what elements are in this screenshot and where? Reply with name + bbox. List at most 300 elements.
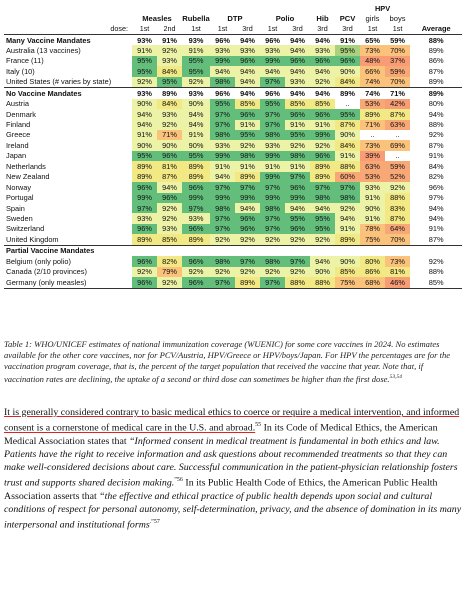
coverage-cell: 89% (235, 277, 260, 288)
coverage-cell: 98% (235, 151, 260, 161)
coverage-cell: 96% (182, 256, 210, 266)
average-cell: 89% (428, 77, 444, 87)
coverage-cell: 95% (335, 45, 360, 55)
coverage-cell: 92% (335, 203, 360, 213)
coverage-cell: 94% (310, 256, 335, 266)
footnote-55[interactable]: 55 (255, 422, 262, 429)
coverage-cell: 85% (335, 267, 360, 277)
coverage-cell: 85% (157, 234, 182, 245)
coverage-cell: 74% (360, 77, 385, 88)
coverage-cell: 93% (157, 109, 182, 119)
coverage-cell: 91% (210, 161, 235, 171)
coverage-cell: 98% (210, 203, 235, 213)
coverage-cell: 90% (335, 130, 360, 140)
apha-quote: “the effective and ethical practice of public health depends upon social and cultural conditions of respect for personal autonomy, self-determination, privacy, and the absence of domination in its many interpersonal and institutional forms (4, 490, 462, 531)
coverage-cell: 94% (335, 213, 360, 223)
coverage-cell: 96% (182, 224, 210, 234)
coverage-cell: 66% (360, 66, 385, 76)
coverage-cell: 96% (132, 182, 157, 192)
country-name: France (11) (6, 56, 44, 66)
coverage-cell (260, 245, 285, 256)
average-cell: 88% (428, 267, 444, 277)
coverage-cell: 90% (335, 66, 360, 76)
coverage-cell: 93% (310, 45, 335, 55)
coverage-cell: 93% (157, 56, 182, 66)
coverage-cell: 96% (310, 109, 335, 119)
table-row (4, 151, 462, 161)
dose-header: 3rd (235, 24, 260, 35)
table-row (4, 77, 462, 88)
average-cell: 91% (428, 151, 444, 161)
country-name: Japan (6, 151, 27, 161)
coverage-cell: 90% (310, 267, 335, 277)
dose-label: dose: (4, 24, 132, 35)
coverage-cell: 92% (310, 234, 335, 245)
coverage-cell: 97% (210, 213, 235, 223)
coverage-cell: 52% (385, 172, 410, 182)
coverage-cell: 88% (285, 277, 310, 288)
dose-header: 1st (385, 24, 410, 35)
coverage-cell: 92% (157, 45, 182, 55)
caption-reference: 53,54 (389, 374, 402, 381)
coverage-cell: 99% (260, 56, 285, 66)
coverage-cell: 89% (235, 172, 260, 182)
coverage-cell: 95% (182, 66, 210, 76)
coverage-cell: 94% (157, 182, 182, 192)
table-row (4, 109, 462, 119)
coverage-cell: 53% (360, 172, 385, 182)
table-row (4, 234, 462, 245)
coverage-cell: 91% (235, 120, 260, 130)
coverage-cell: 94% (182, 120, 210, 130)
coverage-cell: 99% (210, 193, 235, 203)
coverage-cell: 96% (235, 109, 260, 119)
country-name: Finland (6, 120, 31, 130)
coverage-cell: 95% (182, 56, 210, 66)
coverage-cell: .. (370, 130, 375, 140)
coverage-cell: 88% (310, 277, 335, 288)
coverage-cell: 97% (210, 277, 235, 288)
table-row (4, 140, 462, 150)
coverage-cell: 93% (182, 213, 210, 223)
coverage-cell: 87% (385, 213, 410, 223)
coverage-cell: 92% (385, 182, 410, 192)
coverage-cell: 81% (385, 267, 410, 277)
table-row (4, 203, 462, 213)
coverage-cell: 95% (310, 213, 335, 223)
coverage-cell: 95% (210, 99, 235, 109)
country-name: Belgium (only polio) (6, 256, 71, 266)
coverage-cell: 46% (385, 277, 410, 288)
coverage-cell: 83% (385, 203, 410, 213)
dose-header: 3rd (285, 24, 310, 35)
coverage-cell: 65% (365, 35, 380, 45)
coverage-cell: 85% (285, 99, 310, 109)
country-name: United States (# varies by state) (6, 77, 112, 87)
average-cell: 94% (428, 203, 444, 213)
coverage-cell: 70% (385, 45, 410, 55)
header-hpv: HPV (374, 4, 391, 14)
coverage-cell: 92% (260, 267, 285, 277)
average-cell: 85% (410, 277, 462, 288)
coverage-cell: 63% (360, 161, 385, 171)
coverage-cell: 98% (210, 77, 235, 88)
coverage-cell: 99% (210, 151, 235, 161)
dose-header: 1st (182, 24, 210, 35)
coverage-cell: 84% (335, 140, 360, 150)
coverage-cell: 89% (335, 88, 360, 99)
coverage-cell: 64% (385, 224, 410, 234)
coverage-cell: 96% (235, 213, 260, 223)
coverage-cell: 71% (385, 88, 410, 99)
coverage-cell: 93% (188, 35, 204, 45)
coverage-cell: 95% (157, 77, 182, 88)
coverage-cell: 69% (385, 140, 410, 150)
coverage-cell (335, 245, 360, 256)
coverage-cell: 80% (360, 256, 385, 266)
header-row-groups (4, 4, 462, 14)
coverage-cell (235, 245, 260, 256)
coverage-cell: 93% (360, 182, 385, 192)
coverage-cell: 94% (285, 203, 310, 213)
coverage-cell: 94% (290, 35, 305, 45)
coverage-cell: 48% (360, 56, 385, 66)
coverage-cell: 97% (285, 256, 310, 266)
average-cell: 94% (428, 213, 444, 223)
average-cell: 80% (428, 99, 444, 109)
coverage-cell: 59% (385, 161, 410, 171)
coverage-cell (157, 245, 182, 256)
coverage-cell: 95% (132, 151, 157, 161)
country-name: Canada (2/10 provinces) (6, 267, 87, 277)
coverage-cell: 92% (157, 120, 182, 130)
coverage-cell: 94% (235, 203, 260, 213)
coverage-cell: 90% (335, 256, 360, 266)
coverage-cell: 79% (157, 267, 182, 277)
coverage-cell: 89% (132, 161, 157, 171)
coverage-cell: 97% (182, 203, 210, 213)
coverage-cell (385, 245, 410, 256)
coverage-cell: 89% (182, 234, 210, 245)
coverage-cell: 70% (385, 234, 410, 245)
coverage-cell: 90% (182, 99, 210, 109)
section-title: No Vaccine Mandates (4, 88, 132, 99)
average-cell: 84% (428, 161, 444, 171)
country-name: Sweden (6, 213, 33, 223)
coverage-cell: 94% (210, 66, 235, 76)
coverage-cell: 99% (310, 130, 335, 140)
coverage-cell: 92% (285, 267, 310, 277)
coverage-cell: 97% (210, 109, 235, 119)
coverage-cell: 93% (132, 88, 157, 99)
table-body (4, 4, 462, 288)
section-row (4, 245, 462, 256)
coverage-cell: 93% (210, 45, 235, 55)
coverage-cell: 92% (157, 203, 182, 213)
coverage-cell: 93% (132, 213, 157, 223)
header-row-doses (4, 24, 462, 35)
country-name: Switzerland (6, 224, 45, 234)
dose-header: 2nd (157, 24, 182, 35)
coverage-cell: 88% (335, 161, 360, 171)
coverage-cell: 97% (335, 182, 360, 192)
coverage-cell: 90% (360, 203, 385, 213)
dose-header: 1st (210, 24, 235, 35)
coverage-cell: 81% (157, 161, 182, 171)
country-name: Ireland (6, 140, 29, 150)
coverage-cell: 96% (285, 224, 310, 234)
coverage-cell: 93% (285, 77, 310, 88)
coverage-cell: 97% (260, 213, 285, 223)
coverage-cell: 98% (210, 256, 235, 266)
coverage-cell: 94% (315, 35, 330, 45)
average-cell: 87% (428, 66, 444, 76)
section-title: Many Vaccine Mandates (6, 35, 91, 45)
coverage-cell: 96% (235, 224, 260, 234)
table-row (4, 277, 462, 288)
coverage-cell: 87% (385, 109, 410, 119)
section-row (4, 88, 462, 99)
country-name: Portugal (6, 193, 34, 203)
coverage-cell: 95% (285, 130, 310, 140)
coverage-cell: 89% (335, 234, 360, 245)
coverage-cell: 75% (360, 234, 385, 245)
section-title: Partial Vaccine Mandates (4, 245, 132, 256)
coverage-cell: 94% (210, 172, 235, 182)
country-name: Austria (6, 99, 30, 109)
coverage-cell: 90% (157, 140, 182, 150)
coverage-cell: 96% (215, 35, 230, 45)
dose-header: 1st (360, 24, 385, 35)
coverage-cell: 91% (132, 45, 157, 55)
coverage-cell: 91% (285, 161, 310, 171)
coverage-cell: 97% (260, 77, 285, 88)
coverage-cell: 89% (157, 88, 182, 99)
coverage-cell: 96% (132, 224, 157, 234)
country-name: Netherlands (6, 161, 46, 171)
coverage-cell: 93% (157, 224, 182, 234)
coverage-cell: 95% (182, 151, 210, 161)
average-cell: 82% (428, 172, 444, 182)
table-row (4, 120, 462, 130)
coverage-cell: 95% (310, 224, 335, 234)
average-cell: 89% (410, 88, 462, 99)
coverage-cell: 73% (360, 45, 385, 55)
coverage-cell: 91% (340, 35, 355, 45)
coverage-cell: 99% (260, 172, 285, 182)
coverage-cell: 97% (210, 224, 235, 234)
coverage-cell: 91% (360, 213, 385, 223)
country-name: Denmark (6, 109, 36, 119)
table-row (4, 224, 462, 234)
coverage-cell: 92% (285, 234, 310, 245)
coverage-cell: 92% (157, 213, 182, 223)
coverage-cell (285, 245, 310, 256)
coverage-cell: 96% (182, 277, 210, 288)
coverage-cell: 73% (360, 140, 385, 150)
coverage-cell: 97% (235, 256, 260, 266)
coverage-cell: 71% (157, 130, 182, 140)
country-name: Australia (13 vaccines) (6, 45, 81, 55)
coverage-cell (310, 245, 335, 256)
coverage-cell: 78% (360, 224, 385, 234)
coverage-cell: 71% (360, 120, 385, 130)
coverage-cell: 97% (260, 182, 285, 192)
coverage-cell: 92% (182, 77, 210, 88)
table-row (4, 267, 462, 277)
header-hpv-girls: girls (365, 14, 380, 24)
table-row (4, 161, 462, 171)
coverage-cell: 97% (310, 182, 335, 192)
coverage-cell: 89% (182, 161, 210, 171)
header-polio: Polio (275, 14, 295, 24)
coverage-cell: 93% (260, 140, 285, 150)
coverage-cell: 92% (235, 234, 260, 245)
coverage-cell: 94% (132, 120, 157, 130)
coverage-cell: 98% (260, 203, 285, 213)
coverage-cell: 85% (310, 99, 335, 109)
coverage-cell: 89% (360, 109, 385, 119)
coverage-cell: 97% (260, 120, 285, 130)
coverage-cell: 94% (235, 77, 260, 88)
average-cell: 92% (428, 130, 444, 140)
coverage-cell: .. (395, 151, 400, 161)
footnote-57[interactable]: .”57 (149, 519, 160, 526)
table-row (4, 130, 462, 140)
table-row (4, 45, 462, 55)
coverage-cell: 97% (235, 182, 260, 192)
coverage-cell: 92% (210, 234, 235, 245)
coverage-cell: 90% (132, 99, 157, 109)
country-name: Greece (6, 130, 31, 140)
coverage-cell: 94% (285, 88, 310, 99)
coverage-cell: 73% (385, 256, 410, 266)
coverage-cell: 94% (310, 203, 335, 213)
body-sentence-3: In its Public Health Code of Ethics, the American Public Health Association asserts that (4, 477, 438, 502)
average-cell: 97% (428, 193, 444, 203)
coverage-cell: 84% (157, 99, 182, 109)
coverage-cell: 91% (335, 224, 360, 234)
coverage-cell: 95% (132, 56, 157, 66)
coverage-cell: 60% (335, 172, 360, 182)
section-row (4, 35, 462, 46)
dose-header: 3rd (335, 24, 360, 35)
coverage-cell: 94% (240, 35, 255, 45)
caption-text: Table 1: WHO/UNICEF estimates of national immunization coverage (WUENIC) for some core vaccines in 2024. No estimates available for the other core vaccines, nor for PCV/Austria, HPV/Greece or HPV/boys/Japan. For HPV the percentages are for the vaccination program coverage, that is, the percent of the target population that received the vaccine that year. Note that, if vaccination rates are declining, the uptake of a second or third dose can sometimes be higher than the first dose. (4, 339, 451, 385)
coverage-cell: 92% (132, 267, 157, 277)
coverage-cell: 98% (210, 130, 235, 140)
coverage-cell: 94% (235, 66, 260, 76)
coverage-cell: 39% (360, 151, 385, 161)
coverage-cell: 92% (182, 267, 210, 277)
average-cell: 96% (428, 182, 444, 192)
coverage-cell: 99% (132, 193, 157, 203)
coverage-cell: 98% (260, 256, 285, 266)
coverage-cell: 89% (310, 172, 335, 182)
header-row-vaccines (4, 14, 462, 24)
coverage-cell: 99% (260, 151, 285, 161)
country-name: Spain (6, 203, 25, 213)
coverage-cell (132, 245, 157, 256)
coverage-cell: 92% (235, 140, 260, 150)
coverage-cell: 95% (132, 66, 157, 76)
coverage-cell: 37% (385, 56, 410, 66)
coverage-cell: 97% (260, 224, 285, 234)
coverage-cell: 91% (182, 45, 210, 55)
coverage-cell: 93% (182, 88, 210, 99)
coverage-cell: 99% (182, 193, 210, 203)
table-row (4, 99, 462, 109)
header-pcv: PCV (339, 14, 356, 24)
coverage-cell: 97% (132, 203, 157, 213)
coverage-cell: 91% (260, 161, 285, 171)
coverage-cell: 93% (235, 45, 260, 55)
coverage-cell: 91% (335, 151, 360, 161)
coverage-cell: .. (345, 99, 350, 109)
coverage-cell: 91% (310, 120, 335, 130)
coverage-cell: 94% (310, 88, 335, 99)
coverage-cell: 96% (285, 56, 310, 66)
coverage-cell: 89% (132, 172, 157, 182)
coverage-cell: 96% (132, 256, 157, 266)
coverage-cell: 91% (162, 35, 177, 45)
coverage-cell: 92% (260, 234, 285, 245)
coverage-cell: 91% (132, 130, 157, 140)
coverage-cell: 96% (132, 277, 157, 288)
coverage-cell: 95% (260, 99, 285, 109)
coverage-cell: 95% (335, 109, 360, 119)
header-rubella: Rubella (182, 14, 210, 24)
coverage-cell: 53% (360, 99, 385, 109)
header-hib: Hib (316, 14, 329, 24)
coverage-cell: 97% (260, 277, 285, 288)
coverage-cell: 96% (310, 56, 335, 66)
table-row (4, 172, 462, 182)
footnote-56[interactable]: ”56 (174, 477, 183, 484)
coverage-cell: 70% (385, 77, 410, 88)
coverage-cell (360, 245, 385, 256)
coverage-cell: 94% (310, 66, 335, 76)
coverage-cell: 90% (132, 140, 157, 150)
coverage-cell: 88% (385, 193, 410, 203)
coverage-cell: 92% (310, 140, 335, 150)
header-dtp: DTP (227, 14, 243, 24)
dose-header: 1st (132, 24, 157, 35)
coverage-cell: 42% (385, 99, 410, 109)
coverage-cell: 89% (310, 161, 335, 171)
table-row (4, 213, 462, 223)
coverage-cell: 90% (182, 140, 210, 150)
coverage-cell: 85% (235, 99, 260, 109)
average-cell: 86% (428, 56, 444, 66)
coverage-cell: 63% (385, 120, 410, 130)
average-cell: 91% (428, 224, 444, 234)
header-hpv-boys: boys (389, 14, 406, 24)
immunization-coverage-table (4, 4, 462, 289)
table-row (4, 66, 462, 76)
coverage-cell: 94% (235, 88, 260, 99)
coverage-cell: .. (395, 130, 400, 140)
country-name: New Zealand (6, 172, 50, 182)
coverage-cell: 84% (335, 77, 360, 88)
coverage-cell: 96% (310, 151, 335, 161)
average-cell: 89% (428, 45, 444, 55)
coverage-cell: 96% (235, 56, 260, 66)
coverage-cell: 91% (182, 130, 210, 140)
table-row (4, 182, 462, 192)
coverage-cell: 96% (265, 35, 280, 45)
coverage-cell: 97% (210, 120, 235, 130)
